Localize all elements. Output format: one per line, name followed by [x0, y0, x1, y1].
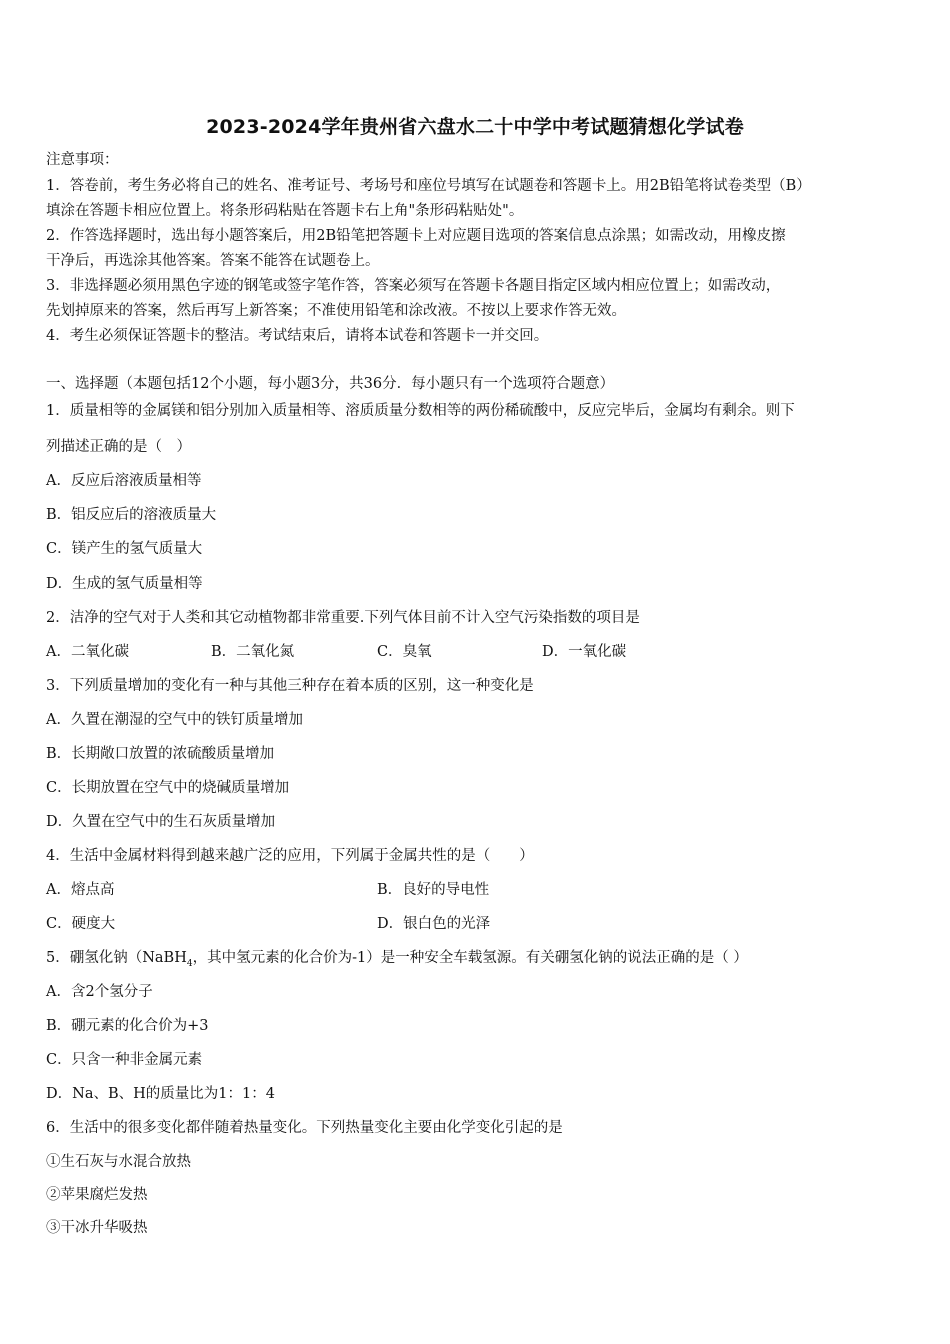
q2-option-a: A．二氧化碳	[46, 644, 129, 660]
q5-option-c: C．只含一种非金属元素	[46, 1052, 203, 1068]
q2-option-c: C．臭氧	[377, 644, 432, 660]
notice-heading: 注意事项：	[46, 152, 119, 168]
question-4-stem: 4．生活中金属材料得到越来越广泛的应用，下列属于金属共性的是（ ）	[46, 848, 534, 864]
notice-line: 先划掉原来的答案，然后再写上新答案；不准使用铅笔和涂改液。不按以上要求作答无效。	[46, 303, 626, 319]
q3-option-b: B．长期敞口放置的浓硫酸质量增加	[46, 746, 275, 762]
q5-stem-part: 5．硼氢化钠（NaBH	[46, 950, 187, 966]
q4-option-a: A．熔点高	[46, 882, 115, 898]
q5-option-d: D．Na、B、H的质量比为1：1：4	[46, 1086, 275, 1102]
q1-option-b: B．铝反应后的溶液质量大	[46, 507, 217, 523]
notice-line: 2．作答选择题时，选出每小题答案后，用2B铅笔把答题卡上对应题目选项的答案信息点涂黑；如需改动，用橡皮擦	[46, 228, 786, 244]
q2-option-b: B．二氧化氮	[211, 644, 295, 660]
q3-option-d: D．久置在空气中的生石灰质量增加	[46, 814, 276, 830]
q6-item-2: ②苹果腐烂发热	[46, 1187, 148, 1203]
question-6-stem: 6．生活中的很多变化都伴随着热量变化。下列热量变化主要由化学变化引起的是	[46, 1120, 563, 1136]
page-title: 2023-2024学年贵州省六盘水二十中学中考试题猜想化学试卷	[206, 116, 744, 138]
q1-option-c: C．镁产生的氢气质量大	[46, 541, 203, 557]
notice-line: 填涂在答题卡相应位置上。将条形码粘贴在答题卡右上角"条形码粘贴处"。	[46, 203, 524, 219]
q3-option-c: C．长期放置在空气中的烧碱质量增加	[46, 780, 290, 796]
q4-option-b: B．良好的导电性	[377, 882, 490, 898]
q1-option-a: A．反应后溶液质量相等	[46, 473, 202, 489]
question-2-stem: 2．洁净的空气对于人类和其它动植物都非常重要.下列气体目前不计入空气污染指数的项目是	[46, 610, 640, 626]
q4-option-d: D．银白色的光泽	[377, 916, 491, 932]
section-heading: 一、选择题（本题包括12个小题，每小题3分，共36分．每小题只有一个选项符合题意）	[46, 376, 615, 392]
q4-option-c: C．硬度大	[46, 916, 116, 932]
question-5-stem	[46, 948, 748, 974]
q6-item-1: ①生石灰与水混合放热	[46, 1154, 191, 1170]
q5-option-b: B．硼元素的化合价为+3	[46, 1018, 209, 1034]
q5-stem-subscript: 4	[186, 958, 193, 969]
question-3-stem: 3．下列质量增加的变化有一种与其他三种存在着本质的区别，这一种变化是	[46, 678, 534, 694]
q3-option-a: A．久置在潮湿的空气中的铁钉质量增加	[46, 712, 303, 728]
q6-item-3: ③干冰升华吸热	[46, 1220, 148, 1236]
q2-option-d: D．一氧化碳	[542, 644, 627, 660]
question-1-stem-cont: 列描述正确的是（ ）	[46, 439, 191, 455]
q5-option-a: A．含2个氢分子	[46, 984, 153, 1000]
notice-line: 1．答卷前，考生务必将自己的姓名、准考证号、考场号和座位号填写在试题卷和答题卡上。用2B铅笔将试卷类型（B）	[46, 178, 811, 194]
notice-line: 4．考生必须保证答题卡的整洁。考试结束后，请将本试卷和答题卡一并交回。	[46, 328, 549, 344]
notice-line: 干净后，再选涂其他答案。答案不能答在试题卷上。	[46, 253, 380, 269]
q5-stem-part: ，其中氢元素的化合价为-1）是一种安全车载氢源。有关硼氢化钠的说法正确的是（ ）	[192, 950, 748, 966]
question-1-stem: 1．质量相等的金属镁和铝分别加入质量相等、溶质质量分数相等的两份稀硫酸中，反应完毕后，金属均有剩余。则下	[46, 403, 795, 419]
q1-option-d: D．生成的氢气质量相等	[46, 576, 203, 592]
notice-line: 3．非选择题必须用黑色字迹的钢笔或签字笔作答，答案必须写在答题卡各题目指定区域内相应位置上；如需改动，	[46, 278, 781, 294]
